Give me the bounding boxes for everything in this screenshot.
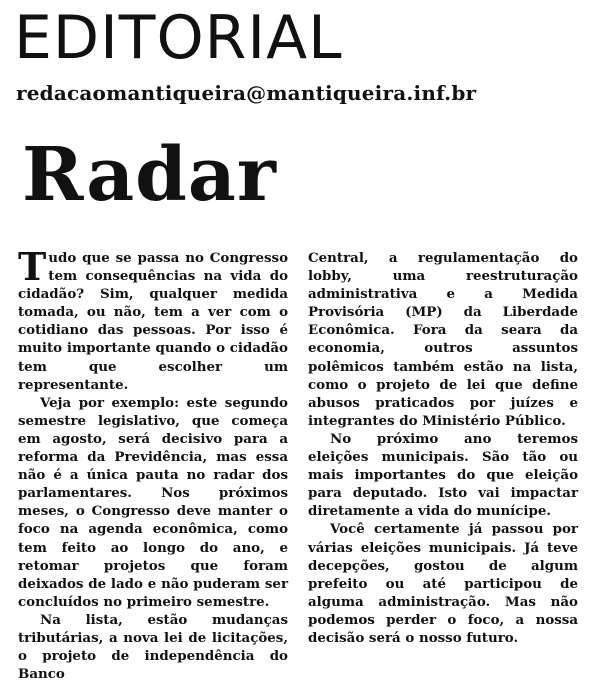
article-paragraph: Você certamente já passou por várias eleições municipais. Já teve decepções, gostou de algum prefeito ou até participou de alguma administração. Mas não podemos perder o foco, a nossa decisão será o nosso futuro. xyxy=(308,521,578,646)
article-paragraph: Veja por exemplo: este segundo semestre legislativo, que começa em agosto, será decisivo para a reforma da Previdência, mas essa não é a única pauta no radar dos parlamentares. Nos próximos meses, o Congresso deve manter o foco na agenda econômica, como tem feito ao longo do ano, e retomar projetos que foram deixados de lado e não puderam ser concluídos no primeiro semestre. xyxy=(18,394,288,610)
drop-cap: T xyxy=(18,244,47,289)
paragraph-text: udo que se passa no Congresso tem consequências na vida do cidadão? Sim, qualquer medida tomada, ou não, tem a ver com o cotidiano das pessoas. Por isso é muito importante quando o cidadão tem que escolher um representante. xyxy=(18,250,288,393)
article-body xyxy=(18,244,578,683)
article-column-2 xyxy=(308,249,578,646)
article-paragraph: No próximo ano teremos eleições municipais. São tão ou mais importantes do que eleição para deputado. Isto vai impactar diretamente a vida do munícipe. xyxy=(308,430,578,520)
article-column-1 xyxy=(18,244,288,683)
headline: Radar xyxy=(22,132,277,218)
article-paragraph: Central, a regulamentação do lobby, uma reestruturação administrativa e a Medida Provisória (MP) da Liberdade Econômica. Fora da seara da economia, outros assuntos polêmicos também estão na lista, como o projeto de lei que define abusos praticados por juízes e integrantes do Ministério Público. xyxy=(308,250,578,429)
section-label: EDITORIAL xyxy=(14,3,343,73)
contact-email: redacaomantiqueira@mantiqueira.inf.br xyxy=(16,81,477,105)
article-paragraph xyxy=(18,244,288,394)
article-paragraph: Na lista, estão mudanças tributárias, a nova lei de licitações, o projeto de independência do Banco xyxy=(18,611,288,683)
